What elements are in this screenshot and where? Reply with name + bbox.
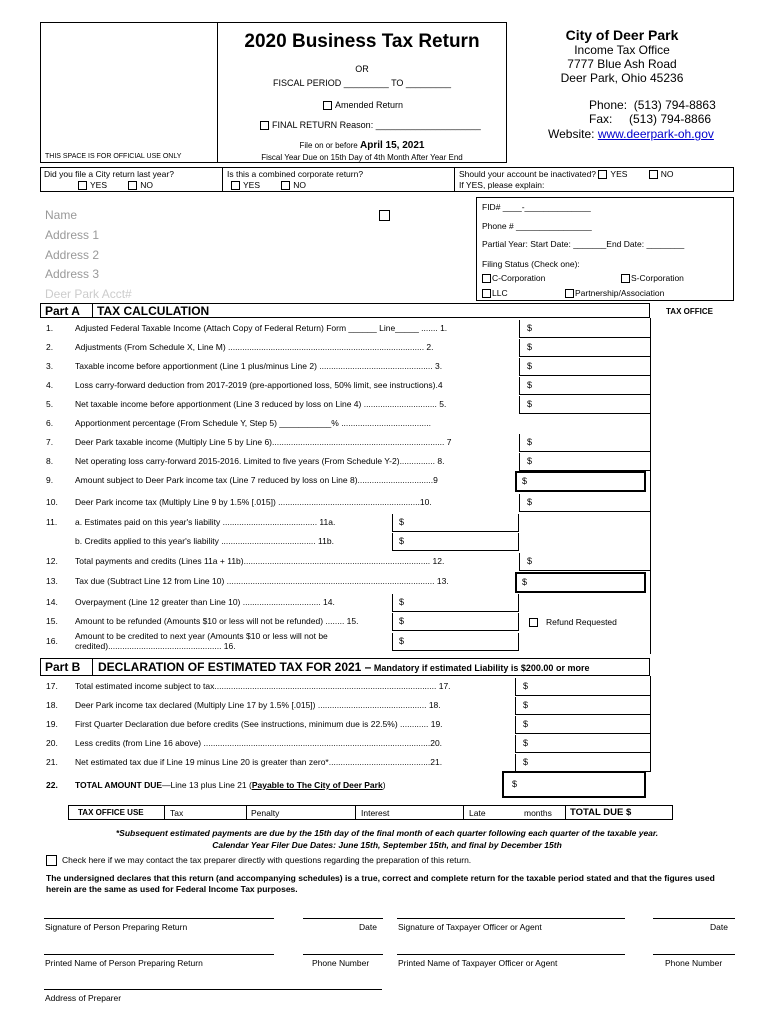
taxpayer-name[interactable]: Name [45, 208, 78, 222]
amount-field[interactable] [519, 396, 650, 414]
line-number: 8. [46, 456, 54, 466]
line-number: 6. [46, 418, 54, 428]
line-number: 16. [46, 636, 58, 646]
line-description: Apportionment percentage (From Schedule Y, Step 5) ___________% ...................................... [75, 418, 431, 428]
dollar-sign: $ [527, 342, 533, 352]
office-months: months [524, 808, 552, 818]
dollar-sign: $ [399, 636, 405, 646]
final-return-checkbox[interactable] [260, 121, 269, 130]
line-number: 5. [46, 399, 54, 409]
amount-field[interactable] [392, 514, 519, 532]
dollar-sign: $ [523, 719, 529, 729]
calendar-note: Calendar Year Filer Due Dates: June 15th, September 15th, and final by December 15th [212, 840, 562, 850]
c-corp-label: C-Corporation [492, 273, 546, 283]
line-22-text [75, 780, 386, 790]
official-use-box [40, 22, 218, 163]
q3-explain: If YES, please explain: [459, 180, 545, 190]
line-number: 15. [46, 616, 58, 626]
part-a-label: Part A [45, 304, 80, 318]
phone-field[interactable]: Phone # ________________ [482, 221, 592, 231]
refund-label: Refund Requested [546, 617, 617, 627]
dollar-sign: $ [527, 323, 533, 333]
amount-field[interactable] [515, 678, 650, 696]
q2-yes-label: YES [243, 180, 261, 190]
line-description: Tax due (Subtract Line 12 from Line 10) ........................................................................................ 13. [75, 576, 449, 586]
line-number: 4. [46, 380, 54, 390]
or-label: OR [355, 64, 369, 74]
q3-yes-checkbox[interactable] [598, 170, 607, 179]
website-label: Website: [548, 127, 595, 141]
office-use-label: TAX OFFICE USE [78, 808, 144, 817]
amount-field[interactable] [519, 494, 650, 512]
q3-no-checkbox[interactable] [649, 170, 658, 179]
line-description: a. Estimates paid on this year's liability ........................................ 11a. [75, 517, 336, 527]
dollar-sign: $ [527, 399, 533, 409]
dollar-sign: $ [523, 738, 529, 748]
taxpayer-address3[interactable]: Address 3 [45, 267, 100, 281]
dollar-sign: $ [527, 556, 533, 566]
line-22-dollar: $ [512, 779, 518, 789]
refund-requested[interactable] [529, 617, 617, 627]
sig-preparer-label: Signature of Person Preparing Return [45, 922, 188, 932]
dollar-sign: $ [527, 456, 533, 466]
dollar-sign: $ [523, 757, 529, 767]
line-description: Less credits (from Line 16 above) ................................................................................................20. [75, 738, 443, 748]
dollar-sign: $ [399, 536, 405, 546]
line-description: Adjustments (From Schedule X, Line M) ................................................................................... 2. [75, 342, 434, 352]
q3-no-label: NO [660, 169, 674, 179]
line-22-total: TOTAL AMOUNT DUE [75, 780, 163, 790]
final-return[interactable] [260, 120, 481, 130]
dollar-sign: $ [399, 517, 405, 527]
line-description: b. Credits applied to this year's liability ........................................ 11b. [75, 536, 334, 546]
q3-yes-label: YES [610, 169, 628, 179]
line-number: 9. [46, 475, 54, 485]
line-number: 12. [46, 556, 58, 566]
line-number: 14. [46, 597, 58, 607]
phone-number-label-1: Phone Number [312, 958, 370, 968]
filing-status: Filing Status (Check one): [482, 259, 580, 269]
phone-number-label-2: Phone Number [665, 958, 723, 968]
line-description: First Quarter Declaration due before credits (See instructions, minimum due is 22.5%) ............ 19. [75, 719, 443, 729]
line-number: 19. [46, 719, 58, 729]
declaration: The undersigned declares that this return (and accompanying schedules) is a true, correct and complete return for the taxable period stated and that the figures used herein are the same as used for Federal Income Tax purposes. [46, 873, 715, 894]
phone-label: Phone: [589, 98, 628, 112]
final-return-label: FINAL RETURN Reason: _____________________ [272, 120, 481, 130]
amount-field[interactable] [392, 594, 519, 612]
dollar-sign: $ [522, 476, 528, 486]
dollar-sign: $ [522, 577, 528, 587]
form-title: 2020 Business Tax Return [244, 31, 480, 52]
taxpayer-right-box [476, 197, 734, 301]
line-description: Taxable income before apportionment (Line 1 plus/minus Line 2) ................................................ 3. [75, 361, 443, 371]
phone-value: (513) 794-8863 [633, 98, 716, 112]
line-22-rest: —Line 13 plus Line 21 ( [162, 780, 252, 790]
amount-field[interactable] [515, 754, 650, 772]
partnership-checkbox[interactable] [565, 289, 574, 298]
q-file-last-year: Did you file a City return last year? [44, 169, 174, 179]
line-22-amount[interactable] [502, 771, 646, 798]
taxpayer-address1[interactable]: Address 1 [45, 228, 100, 242]
line-description: Loss carry-forward deduction from 2017-2019 (pre-apportioned loss, 50% limit, see instructions).4 [75, 380, 443, 390]
office-tax: Tax [170, 808, 184, 818]
line-description: Total payments and credits (Lines 11a + 11b)............................................................................... 12. [75, 556, 445, 566]
line-number: 18. [46, 700, 58, 710]
q1-yes-checkbox[interactable] [78, 181, 87, 190]
q1-no-label: NO [140, 180, 154, 190]
dollar-sign: $ [523, 700, 529, 710]
line-number: 13. [46, 576, 58, 586]
s-corp-checkbox[interactable] [621, 274, 630, 283]
fax-label: Fax: [589, 112, 613, 126]
contact-label: Check here if we may contact the tax preparer directly with questions regarding the preparation of this return. [62, 855, 472, 865]
partnership-option[interactable] [565, 288, 664, 298]
line-22-close: ) [382, 780, 386, 790]
c-corp-checkbox[interactable] [482, 274, 491, 283]
part-b-title: DECLARATION OF ESTIMATED TAX FOR 2021 – [98, 660, 372, 674]
partial-year[interactable]: Partial Year: Start Date: _______End Date: ________ [482, 239, 685, 249]
office-interest: Interest [361, 808, 390, 818]
printed-preparer-label: Printed Name of Person Preparing Return [45, 958, 203, 968]
line-number: 21. [46, 757, 58, 767]
s-corp-option[interactable] [621, 273, 684, 283]
amended-return[interactable] [323, 100, 403, 110]
tax-office-label: TAX OFFICE [666, 307, 713, 316]
refund-checkbox[interactable] [529, 618, 538, 627]
website-link[interactable]: www.deerpark-oh.gov [597, 127, 714, 141]
amount-field[interactable] [515, 471, 646, 492]
line-description: Deer Park taxable income (Multiply Line 5 by Line 6)......................................................................... 7 [75, 437, 452, 447]
amount-field[interactable] [519, 434, 650, 452]
llc-checkbox[interactable] [482, 289, 491, 298]
line-number: 20. [46, 738, 58, 748]
line-number: 7. [46, 437, 54, 447]
line-number: 2. [46, 342, 54, 352]
dollar-sign: $ [527, 361, 533, 371]
dollar-sign: $ [527, 380, 533, 390]
q-combined-return: Is this a combined corporate return? [227, 169, 364, 179]
part-b-title-wrap [98, 660, 589, 674]
line-description: Overpayment (Line 12 greater than Line 10) ................................. 14. [75, 597, 335, 607]
line-description: Adjusted Federal Taxable Income (Attach Copy of Federal Return) Form ______ Line_____ ....... 1. [75, 323, 448, 333]
dollar-sign: $ [527, 497, 533, 507]
fiscal-period[interactable]: FISCAL PERIOD _________ TO _________ [273, 78, 451, 88]
date-label-2: Date [710, 922, 728, 932]
line-description: Net taxable income before apportionment (Line 3 reduced by loss on Line 4) ............................... 5. [75, 399, 447, 409]
contact-checkbox[interactable] [46, 855, 57, 866]
amount-field[interactable] [515, 716, 650, 734]
file-on [218, 140, 506, 151]
line-description: Amount to be refunded (Amounts $10 or less will not be refunded) ........ 15. [75, 616, 359, 626]
line-number: 11. [46, 517, 58, 527]
line-22-payable: Payable to The City of Deer Park [251, 780, 383, 790]
line-description: Deer Park income tax declared (Multiply Line 17 by 1.5% [.015]) .............................................. 18. [75, 700, 441, 710]
amount-field[interactable] [519, 358, 650, 376]
q2-no-label: NO [293, 180, 307, 190]
fiscal-due: Fiscal Year Due on 15th Day of 4th Month After Year End [261, 153, 463, 162]
part-b-mandatory: Mandatory if estimated Liability is $200.00 or more [373, 663, 590, 673]
taxpayer-address2[interactable]: Address 2 [45, 248, 100, 262]
fax-value: (513) 794-8866 [629, 112, 712, 126]
amended-label: Amended Return [335, 100, 404, 110]
dollar-sign: $ [399, 597, 405, 607]
sig-officer-label: Signature of Taxpayer Officer or Agent [398, 922, 542, 932]
q3-label: Should your account be inactivated? [459, 169, 597, 179]
amount-field[interactable] [519, 377, 650, 395]
line-number: 10. [46, 497, 58, 507]
amount-field[interactable] [392, 613, 519, 631]
amount-field[interactable] [515, 572, 646, 593]
phone-line [589, 98, 716, 112]
line-description: Net estimated tax due if Line 19 minus Line 20 is greater than zero*...........................................21. [75, 757, 443, 767]
part-b-right-border [650, 676, 651, 772]
city-street: 7777 Blue Ash Road [567, 57, 677, 71]
llc-option[interactable] [482, 288, 508, 298]
line-description: Deer Park income tax (Multiply Line 9 by 1.5% [.015]) ............................................................10. [75, 497, 432, 507]
llc-label: LLC [492, 288, 508, 298]
line-number: 17. [46, 681, 58, 691]
s-corp-label: S-Corporation [631, 273, 684, 283]
line-number: 1. [46, 323, 54, 333]
office-total-due: TOTAL DUE $ [570, 807, 632, 818]
fid-field[interactable]: FID# ____-______________ [482, 202, 591, 212]
line-description: Amount to be credited to next year (Amounts $10 or less will not be credited)................................................ 16. [75, 631, 328, 651]
amount-field[interactable] [515, 697, 650, 715]
file-on-prefix: File on or before [299, 141, 358, 150]
line-number: 3. [46, 361, 54, 371]
address-preparer-label: Address of Preparer [45, 993, 122, 1003]
q2-yes-checkbox[interactable] [231, 181, 240, 190]
q1-no-checkbox[interactable] [128, 181, 137, 190]
line-description: Amount subject to Deer Park income tax (Line 7 reduced by loss on Line 8)................................9 [75, 475, 438, 485]
amount-field[interactable] [519, 553, 650, 571]
amount-field[interactable] [519, 339, 650, 357]
amount-field[interactable] [519, 453, 650, 471]
amount-field[interactable] [519, 320, 650, 338]
part-b-label: Part B [45, 660, 81, 674]
line-description: Net operating loss carry-forward 2015-2016. Limited to five years (From Schedule Y-2)............... 8. [75, 456, 445, 466]
partnership-label: Partnership/Association [575, 288, 665, 298]
city-office: Income Tax Office [574, 43, 670, 57]
amount-field[interactable] [392, 533, 519, 551]
q1-yes-label: YES [90, 180, 108, 190]
official-use-label: THIS SPACE IS FOR OFFICIAL USE ONLY [45, 153, 182, 160]
website-line [548, 127, 714, 141]
part-a-title: TAX CALCULATION [97, 304, 210, 318]
file-on-date: April 15, 2021 [360, 140, 425, 151]
date-label-1: Date [359, 922, 377, 932]
taxpayer-acct[interactable]: Deer Park Acct# [45, 287, 132, 301]
contact-preparer[interactable] [46, 855, 471, 866]
printed-officer-label: Printed Name of Taxpayer Officer or Agent [398, 958, 558, 968]
q1-options [78, 180, 153, 190]
fax-line [589, 112, 711, 126]
city-header [512, 27, 732, 85]
q2-options [231, 180, 306, 190]
amount-field[interactable] [515, 735, 650, 753]
amount-field[interactable] [392, 633, 519, 651]
title-box [217, 22, 507, 163]
name-checkbox[interactable] [379, 210, 390, 221]
city-name: City of Deer Park [565, 27, 679, 43]
office-late: Late [469, 808, 486, 818]
dollar-sign: $ [527, 437, 533, 447]
amended-checkbox[interactable] [323, 101, 332, 110]
line-22-num: 22. [46, 780, 58, 790]
city-state: Deer Park, Ohio 45236 [560, 71, 684, 85]
office-penalty: Penalty [251, 808, 280, 818]
line-description: Total estimated income subject to tax.............................................................................................. 17. [75, 681, 451, 691]
q-inactivate [459, 169, 673, 179]
dollar-sign: $ [399, 616, 405, 626]
subsequent-note: *Subsequent estimated payments are due by the 15th day of the final month of each quarter following each quarter of the taxable year. [115, 828, 659, 838]
c-corp-option[interactable] [482, 273, 545, 283]
dollar-sign: $ [523, 681, 529, 691]
q2-no-checkbox[interactable] [281, 181, 290, 190]
